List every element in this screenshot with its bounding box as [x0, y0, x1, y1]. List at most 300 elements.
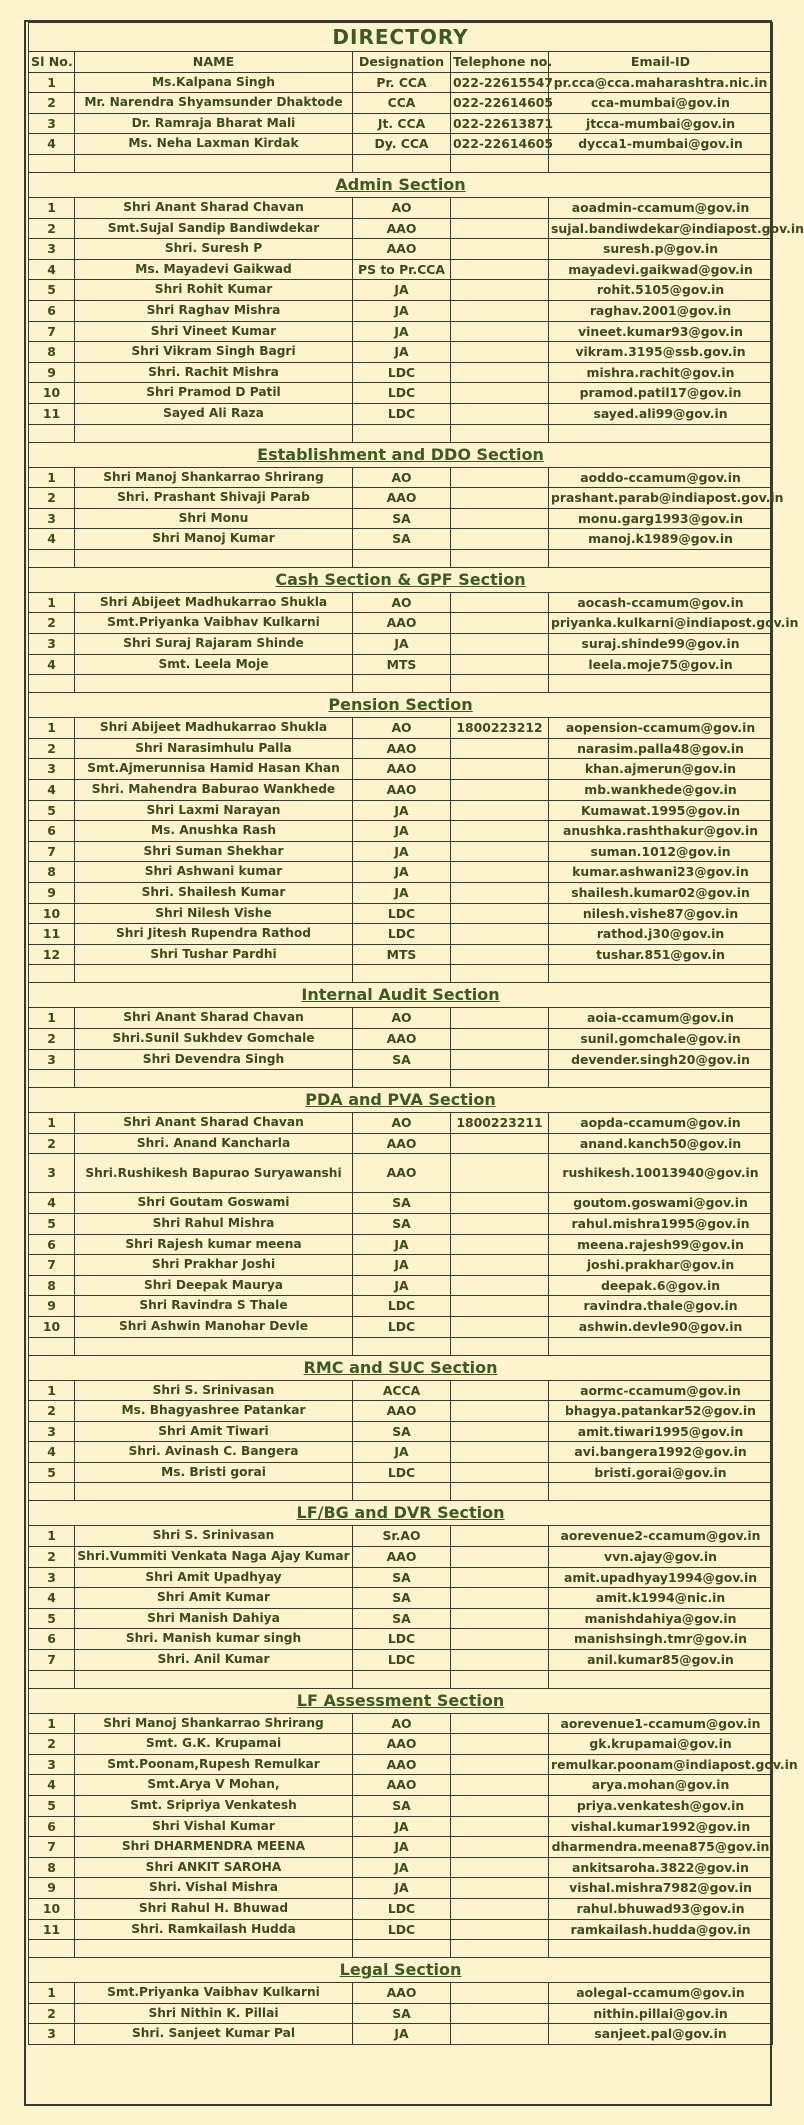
- cell-telephone: [451, 1133, 549, 1154]
- cell-email[interactable]: meena.rajesh99@gov.in: [549, 1234, 773, 1255]
- cell-email[interactable]: pr.cca@cca.maharashtra.nic.in: [549, 72, 773, 93]
- table-row: [29, 93, 773, 114]
- cell-name: Shri. Avinash C. Bangera: [75, 1442, 353, 1463]
- cell-sl-no: 3: [29, 1049, 75, 1070]
- cell-designation: JA: [353, 1275, 451, 1296]
- table-row: [29, 1133, 773, 1154]
- cell-email[interactable]: aoddo-ccamum@gov.in: [549, 467, 773, 488]
- cell-name: Shri. Shailesh Kumar: [75, 883, 353, 904]
- cell-name: Shri Suman Shekhar: [75, 841, 353, 862]
- cell-designation: AAO: [353, 239, 451, 260]
- cell-designation: JA: [353, 862, 451, 883]
- cell-telephone: [451, 654, 549, 675]
- table-row: [29, 1567, 773, 1588]
- cell-email[interactable]: deepak.6@gov.in: [549, 1275, 773, 1296]
- cell-email[interactable]: Kumawat.1995@gov.in: [549, 800, 773, 821]
- cell-email[interactable]: manishdahiya@gov.in: [549, 1608, 773, 1629]
- cell-email[interactable]: leela.moje75@gov.in: [549, 654, 773, 675]
- cell-email[interactable]: amit.tiwari1995@gov.in: [549, 1421, 773, 1442]
- cell-email[interactable]: arya.mohan@gov.in: [549, 1775, 773, 1796]
- cell-email[interactable]: rahul.mishra1995@gov.in: [549, 1213, 773, 1234]
- cell-designation: JA: [353, 2024, 451, 2045]
- cell-email[interactable]: sayed.ali99@gov.in: [549, 403, 773, 424]
- cell-email[interactable]: anushka.rashthakur@gov.in: [549, 821, 773, 842]
- cell-name: Smt.Priyanka Vaibhav Kulkarni: [75, 613, 353, 634]
- cell-telephone: [451, 634, 549, 655]
- cell-telephone: [451, 362, 549, 383]
- cell-name: Shri. Anil Kumar: [75, 1650, 353, 1671]
- table-row: [29, 259, 773, 280]
- cell-email[interactable]: aopension-ccamum@gov.in: [549, 718, 773, 739]
- table-row: [29, 2024, 773, 2045]
- cell-name: Shri Laxmi Narayan: [75, 800, 353, 821]
- cell-email[interactable]: aopda-ccamum@gov.in: [549, 1113, 773, 1134]
- cell-email[interactable]: cca-mumbai@gov.in: [549, 93, 773, 114]
- table-row: [29, 903, 773, 924]
- cell-telephone: [451, 1234, 549, 1255]
- cell-sl-no: 6: [29, 1816, 75, 1837]
- cell-telephone: [451, 1567, 549, 1588]
- cell-email[interactable]: rohit.5105@gov.in: [549, 280, 773, 301]
- cell-email[interactable]: monu.garg1993@gov.in: [549, 508, 773, 529]
- cell-designation: SA: [353, 529, 451, 550]
- cell-email[interactable]: vishal.mishra7982@gov.in: [549, 1878, 773, 1899]
- cell-telephone: [451, 508, 549, 529]
- cell-telephone: [451, 1650, 549, 1671]
- header-row: [29, 52, 773, 73]
- cell-designation: LDC: [353, 1629, 451, 1650]
- cell-sl-no: 3: [29, 759, 75, 780]
- cell-telephone: [451, 2024, 549, 2045]
- cell-email[interactable]: prashant.parab@indiapost.gov.in: [549, 488, 773, 509]
- section-header-row: [29, 567, 773, 592]
- cell-designation: JA: [353, 342, 451, 363]
- cell-email[interactable]: anand.kanch50@gov.in: [549, 1133, 773, 1154]
- cell-email[interactable]: pramod.patil17@gov.in: [549, 383, 773, 404]
- cell-name: Shri.Sunil Sukhdev Gomchale: [75, 1028, 353, 1049]
- cell-telephone: [451, 1401, 549, 1422]
- section-title: PDA and PVA Section: [29, 1088, 773, 1113]
- cell-telephone: [451, 883, 549, 904]
- cell-name: Smt. G.K. Krupamai: [75, 1734, 353, 1755]
- spacer-row: [29, 965, 773, 983]
- cell-email[interactable]: aocash-ccamum@gov.in: [549, 592, 773, 613]
- cell-telephone: [451, 1316, 549, 1337]
- cell-email[interactable]: vineet.kumar93@gov.in: [549, 321, 773, 342]
- cell-telephone: [451, 780, 549, 801]
- cell-telephone: [451, 1588, 549, 1609]
- cell-designation: AAO: [353, 1734, 451, 1755]
- cell-designation: LDC: [353, 403, 451, 424]
- table-row: [29, 634, 773, 655]
- cell-telephone: [451, 1713, 549, 1734]
- cell-email[interactable]: manishsingh.tmr@gov.in: [549, 1629, 773, 1650]
- cell-telephone: [451, 321, 549, 342]
- cell-name: Shri Suraj Rajaram Shinde: [75, 634, 353, 655]
- cell-name: Shri Amit Tiwari: [75, 1421, 353, 1442]
- table-row: [29, 72, 773, 93]
- table-row: [29, 944, 773, 965]
- cell-name: Shri Manoj Shankarrao Shrirang: [75, 467, 353, 488]
- cell-telephone: [451, 467, 549, 488]
- cell-email[interactable]: sujal.bandiwdekar@indiapost.gov.in: [549, 218, 773, 239]
- cell-telephone: 022-22614605: [451, 134, 549, 155]
- cell-email[interactable]: remulkar.poonam@indiapost.gov.in: [549, 1754, 773, 1775]
- cell-sl-no: 4: [29, 529, 75, 550]
- cell-sl-no: 7: [29, 841, 75, 862]
- cell-sl-no: 4: [29, 1442, 75, 1463]
- cell-name: Ms. Neha Laxman Kirdak: [75, 134, 353, 155]
- table-row: [29, 467, 773, 488]
- cell-sl-no: 3: [29, 239, 75, 260]
- cell-designation: LDC: [353, 1898, 451, 1919]
- cell-designation: AAO: [353, 1547, 451, 1568]
- cell-email[interactable]: bristi.gorai@gov.in: [549, 1462, 773, 1483]
- cell-designation: JA: [353, 280, 451, 301]
- cell-sl-no: 1: [29, 1713, 75, 1734]
- section-header-row: [29, 693, 773, 718]
- cell-name: Shri Vineet Kumar: [75, 321, 353, 342]
- cell-sl-no: 4: [29, 1588, 75, 1609]
- table-row: [29, 1983, 773, 2004]
- table-row: [29, 1296, 773, 1317]
- cell-email[interactable]: mayadevi.gaikwad@gov.in: [549, 259, 773, 280]
- cell-name: Sayed Ali Raza: [75, 403, 353, 424]
- spacer-row: [29, 1940, 773, 1958]
- cell-email[interactable]: raghav.2001@gov.in: [549, 300, 773, 321]
- cell-email[interactable]: amit.k1994@nic.in: [549, 1588, 773, 1609]
- cell-sl-no: 1: [29, 1983, 75, 2004]
- cell-telephone: [451, 239, 549, 260]
- section-header-row: [29, 1958, 773, 1983]
- cell-name: Shri. Sanjeet Kumar Pal: [75, 2024, 353, 2045]
- cell-email[interactable]: nilesh.vishe87@gov.in: [549, 903, 773, 924]
- table-row: [29, 1713, 773, 1734]
- cell-email[interactable]: khan.ajmerun@gov.in: [549, 759, 773, 780]
- cell-name: Shri Amit Upadhyay: [75, 1567, 353, 1588]
- cell-email[interactable]: avi.bangera1992@gov.in: [549, 1442, 773, 1463]
- cell-name: Shri Abijeet Madhukarrao Shukla: [75, 592, 353, 613]
- cell-telephone: [451, 529, 549, 550]
- cell-telephone: [451, 2003, 549, 2024]
- cell-sl-no: 2: [29, 1028, 75, 1049]
- table-row: [29, 592, 773, 613]
- table-row: [29, 883, 773, 904]
- cell-telephone: [451, 800, 549, 821]
- table-row: [29, 113, 773, 134]
- cell-designation: SA: [353, 1193, 451, 1214]
- cell-name: Ms. Bristi gorai: [75, 1462, 353, 1483]
- cell-email[interactable]: aorevenue2-ccamum@gov.in: [549, 1526, 773, 1547]
- cell-email[interactable]: vishal.kumar1992@gov.in: [549, 1816, 773, 1837]
- cell-name: Smt. Sripriya Venkatesh: [75, 1796, 353, 1817]
- cell-designation: SA: [353, 1796, 451, 1817]
- cell-name: Smt.Poonam,Rupesh Remulkar: [75, 1754, 353, 1775]
- cell-sl-no: 3: [29, 508, 75, 529]
- cell-sl-no: 7: [29, 1650, 75, 1671]
- cell-name: Smt.Priyanka Vaibhav Kulkarni: [75, 1983, 353, 2004]
- cell-sl-no: 6: [29, 300, 75, 321]
- cell-sl-no: 2: [29, 613, 75, 634]
- cell-sl-no: 10: [29, 1898, 75, 1919]
- table-row: [29, 321, 773, 342]
- cell-telephone: [451, 280, 549, 301]
- cell-email[interactable]: ankitsaroha.3822@gov.in: [549, 1857, 773, 1878]
- table-row: [29, 1608, 773, 1629]
- cell-name: Smt.Sujal Sandip Bandiwdekar: [75, 218, 353, 239]
- cell-email[interactable]: vvn.ajay@gov.in: [549, 1547, 773, 1568]
- directory-title: DIRECTORY: [29, 23, 773, 52]
- cell-designation: JA: [353, 1837, 451, 1858]
- cell-email[interactable]: goutom.goswami@gov.in: [549, 1193, 773, 1214]
- table-row: [29, 1154, 773, 1193]
- cell-designation: LDC: [353, 924, 451, 945]
- cell-designation: JA: [353, 300, 451, 321]
- cell-name: Shri.Rushikesh Bapurao Suryawanshi: [75, 1154, 353, 1193]
- cell-sl-no: 5: [29, 1213, 75, 1234]
- cell-email[interactable]: aormc-ccamum@gov.in: [549, 1380, 773, 1401]
- cell-telephone: [451, 1878, 549, 1899]
- cell-sl-no: 7: [29, 1255, 75, 1276]
- cell-designation: JA: [353, 800, 451, 821]
- cell-name: Shri Rajesh kumar meena: [75, 1234, 353, 1255]
- cell-email[interactable]: dharmendra.meena875@gov.in: [549, 1837, 773, 1858]
- cell-email[interactable]: aoadmin-ccamum@gov.in: [549, 197, 773, 218]
- cell-designation: AAO: [353, 218, 451, 239]
- cell-telephone: [451, 218, 549, 239]
- cell-email[interactable]: mishra.rachit@gov.in: [549, 362, 773, 383]
- cell-designation: JA: [353, 883, 451, 904]
- table-row: [29, 197, 773, 218]
- cell-designation: AAO: [353, 1154, 451, 1193]
- cell-designation: AAO: [353, 1028, 451, 1049]
- cell-name: Shri Ravindra S Thale: [75, 1296, 353, 1317]
- cell-email[interactable]: ravindra.thale@gov.in: [549, 1296, 773, 1317]
- table-row: [29, 718, 773, 739]
- cell-email[interactable]: anil.kumar85@gov.in: [549, 1650, 773, 1671]
- section-title: Establishment and DDO Section: [29, 442, 773, 467]
- cell-designation: AO: [353, 1008, 451, 1029]
- cell-name: Shri. Mahendra Baburao Wankhede: [75, 780, 353, 801]
- table-row: [29, 1028, 773, 1049]
- cell-sl-no: 1: [29, 1526, 75, 1547]
- cell-email[interactable]: aoia-ccamum@gov.in: [549, 1008, 773, 1029]
- cell-email[interactable]: nithin.pillai@gov.in: [549, 2003, 773, 2024]
- cell-designation: Jt. CCA: [353, 113, 451, 134]
- cell-email[interactable]: suman.1012@gov.in: [549, 841, 773, 862]
- cell-name: Shri Anant Sharad Chavan: [75, 1008, 353, 1029]
- cell-email[interactable]: shailesh.kumar02@gov.in: [549, 883, 773, 904]
- cell-name: Shri Prakhar Joshi: [75, 1255, 353, 1276]
- table-row: [29, 800, 773, 821]
- cell-designation: AO: [353, 197, 451, 218]
- cell-sl-no: 2: [29, 218, 75, 239]
- cell-email[interactable]: kumar.ashwani23@gov.in: [549, 862, 773, 883]
- cell-telephone: [451, 1213, 549, 1234]
- cell-designation: AAO: [353, 738, 451, 759]
- cell-name: Mr. Narendra Shyamsunder Dhaktode: [75, 93, 353, 114]
- cell-sl-no: 2: [29, 738, 75, 759]
- cell-email[interactable]: rathod.j30@gov.in: [549, 924, 773, 945]
- cell-name: Shri. Manish kumar singh: [75, 1629, 353, 1650]
- table-row: [29, 1878, 773, 1899]
- cell-sl-no: 2: [29, 2003, 75, 2024]
- cell-designation: AO: [353, 592, 451, 613]
- cell-telephone: [451, 1857, 549, 1878]
- cell-telephone: 1800223212: [451, 718, 549, 739]
- cell-email[interactable]: sanjeet.pal@gov.in: [549, 2024, 773, 2045]
- cell-email[interactable]: rushikesh.10013940@gov.in: [549, 1154, 773, 1193]
- table-row: [29, 1442, 773, 1463]
- cell-sl-no: 3: [29, 1421, 75, 1442]
- cell-sl-no: 3: [29, 634, 75, 655]
- cell-designation: SA: [353, 1608, 451, 1629]
- cell-telephone: [451, 1919, 549, 1940]
- cell-designation: MTS: [353, 944, 451, 965]
- cell-email[interactable]: mb.wankhede@gov.in: [549, 780, 773, 801]
- cell-sl-no: 1: [29, 718, 75, 739]
- cell-telephone: [451, 944, 549, 965]
- cell-designation: LDC: [353, 1296, 451, 1317]
- table-row: [29, 1775, 773, 1796]
- header-sl-no: Sl No.: [29, 52, 75, 73]
- table-row: [29, 1213, 773, 1234]
- cell-email[interactable]: rahul.bhuwad93@gov.in: [549, 1898, 773, 1919]
- cell-email[interactable]: ashwin.devle90@gov.in: [549, 1316, 773, 1337]
- section-header-row: [29, 1355, 773, 1380]
- table-row: [29, 529, 773, 550]
- cell-email[interactable]: gk.krupamai@gov.in: [549, 1734, 773, 1755]
- cell-sl-no: 8: [29, 862, 75, 883]
- cell-sl-no: 9: [29, 883, 75, 904]
- header-name: NAME: [75, 52, 353, 73]
- table-row: [29, 1316, 773, 1337]
- cell-sl-no: 3: [29, 113, 75, 134]
- table-row: [29, 362, 773, 383]
- section-header-row: [29, 172, 773, 197]
- cell-sl-no: 1: [29, 72, 75, 93]
- cell-sl-no: 5: [29, 280, 75, 301]
- cell-sl-no: 1: [29, 467, 75, 488]
- cell-sl-no: 9: [29, 1878, 75, 1899]
- cell-name: Shri Jitesh Rupendra Rathod: [75, 924, 353, 945]
- cell-email[interactable]: devender.singh20@gov.in: [549, 1049, 773, 1070]
- cell-designation: AO: [353, 467, 451, 488]
- cell-name: Shri Anant Sharad Chavan: [75, 1113, 353, 1134]
- cell-designation: JA: [353, 1442, 451, 1463]
- cell-telephone: [451, 1462, 549, 1483]
- cell-sl-no: 9: [29, 362, 75, 383]
- cell-sl-no: 4: [29, 780, 75, 801]
- cell-name: Shri. Vishal Mishra: [75, 1878, 353, 1899]
- cell-telephone: [451, 1775, 549, 1796]
- cell-name: Shri. Suresh P: [75, 239, 353, 260]
- cell-sl-no: 2: [29, 93, 75, 114]
- cell-sl-no: 5: [29, 1796, 75, 1817]
- cell-telephone: [451, 300, 549, 321]
- cell-telephone: [451, 1255, 549, 1276]
- cell-sl-no: 4: [29, 654, 75, 675]
- cell-email[interactable]: priyanka.kulkarni@indiapost.gov.in: [549, 613, 773, 634]
- cell-name: Shri. Rachit Mishra: [75, 362, 353, 383]
- table-row: [29, 1193, 773, 1214]
- cell-email[interactable]: aorevenue1-ccamum@gov.in: [549, 1713, 773, 1734]
- cell-telephone: [451, 1008, 549, 1029]
- cell-sl-no: 1: [29, 1113, 75, 1134]
- cell-telephone: [451, 862, 549, 883]
- spacer-row: [29, 549, 773, 567]
- table-row: [29, 1526, 773, 1547]
- cell-sl-no: 10: [29, 1316, 75, 1337]
- table-row: [29, 1547, 773, 1568]
- cell-name: Shri Rahul H. Bhuwad: [75, 1898, 353, 1919]
- cell-email[interactable]: ramkailash.hudda@gov.in: [549, 1919, 773, 1940]
- cell-sl-no: 6: [29, 1629, 75, 1650]
- section-title: Admin Section: [29, 172, 773, 197]
- cell-email[interactable]: vikram.3195@ssb.gov.in: [549, 342, 773, 363]
- cell-email[interactable]: manoj.k1989@gov.in: [549, 529, 773, 550]
- section-header-row: [29, 1088, 773, 1113]
- cell-email[interactable]: bhagya.patankar52@gov.in: [549, 1401, 773, 1422]
- table-row: [29, 508, 773, 529]
- cell-email[interactable]: narasim.palla48@gov.in: [549, 738, 773, 759]
- cell-email[interactable]: priya.venkatesh@gov.in: [549, 1796, 773, 1817]
- cell-designation: SA: [353, 1567, 451, 1588]
- cell-sl-no: 3: [29, 1154, 75, 1193]
- spacer-row: [29, 154, 773, 172]
- cell-designation: AO: [353, 718, 451, 739]
- cell-email[interactable]: aolegal-ccamum@gov.in: [549, 1983, 773, 2004]
- cell-name: Shri DHARMENDRA MEENA: [75, 1837, 353, 1858]
- cell-telephone: [451, 197, 549, 218]
- cell-designation: AAO: [353, 613, 451, 634]
- cell-designation: LDC: [353, 1919, 451, 1940]
- cell-telephone: [451, 1049, 549, 1070]
- cell-email[interactable]: tushar.851@gov.in: [549, 944, 773, 965]
- cell-email[interactable]: suraj.shinde99@gov.in: [549, 634, 773, 655]
- cell-telephone: [451, 738, 549, 759]
- cell-sl-no: 5: [29, 800, 75, 821]
- cell-telephone: [451, 1296, 549, 1317]
- cell-name: Smt.Ajmerunnisa Hamid Hasan Khan: [75, 759, 353, 780]
- table-row: [29, 1754, 773, 1775]
- table-row: [29, 1113, 773, 1134]
- cell-name: Shri Amit Kumar: [75, 1588, 353, 1609]
- cell-email[interactable]: joshi.prakhar@gov.in: [549, 1255, 773, 1276]
- spacer-row: [29, 1670, 773, 1688]
- cell-telephone: [451, 1816, 549, 1837]
- cell-email[interactable]: amit.upadhyay1994@gov.in: [549, 1567, 773, 1588]
- cell-designation: MTS: [353, 654, 451, 675]
- cell-telephone: [451, 759, 549, 780]
- cell-sl-no: 2: [29, 1734, 75, 1755]
- table-row: [29, 1857, 773, 1878]
- table-row: [29, 1734, 773, 1755]
- table-row: [29, 613, 773, 634]
- table-row: [29, 1588, 773, 1609]
- table-row: [29, 218, 773, 239]
- cell-telephone: [451, 924, 549, 945]
- cell-telephone: 022-22614605: [451, 93, 549, 114]
- cell-designation: PS to Pr.CCA: [353, 259, 451, 280]
- cell-email[interactable]: dycca1-mumbai@gov.in: [549, 134, 773, 155]
- cell-email[interactable]: sunil.gomchale@gov.in: [549, 1028, 773, 1049]
- cell-email[interactable]: jtcca-mumbai@gov.in: [549, 113, 773, 134]
- cell-sl-no: 3: [29, 1567, 75, 1588]
- cell-telephone: [451, 1608, 549, 1629]
- cell-email[interactable]: suresh.p@gov.in: [549, 239, 773, 260]
- cell-name: Shri. Anand Kancharla: [75, 1133, 353, 1154]
